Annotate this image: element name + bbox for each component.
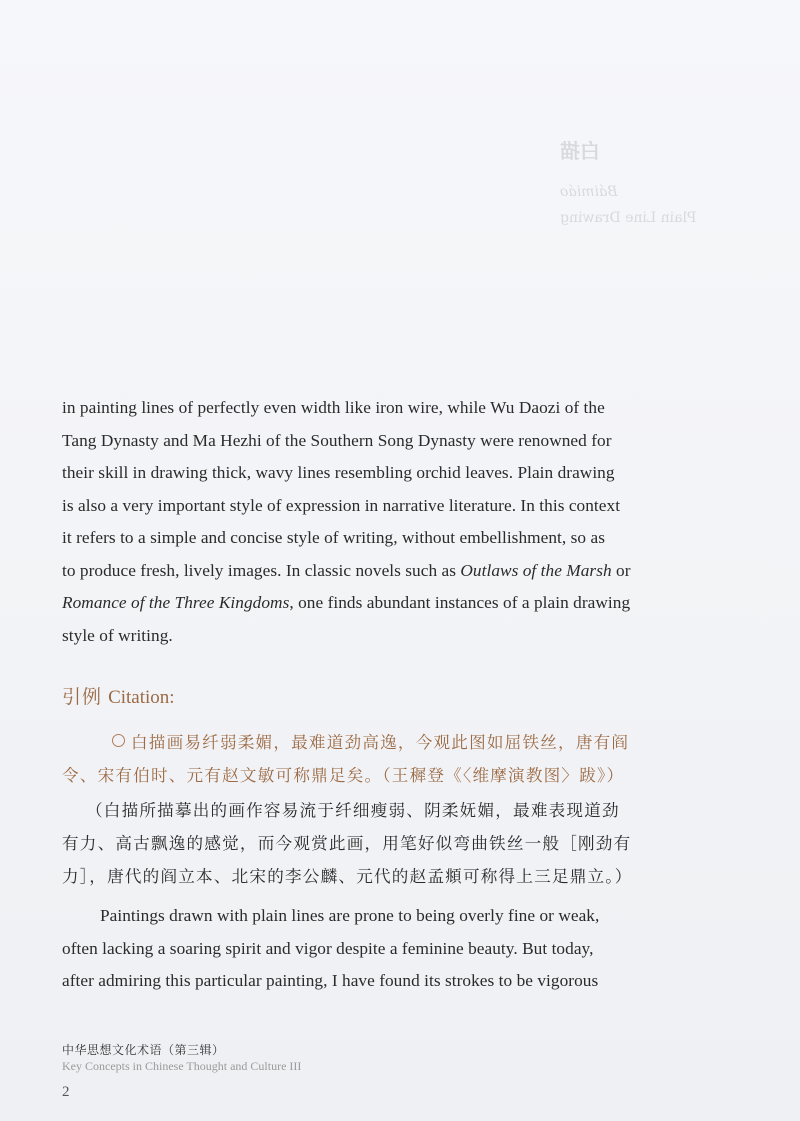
bleed-english: Plain Line Drawing [560,210,697,226]
citation-heading [62,682,175,709]
book-title: Romance of the Three Kingdoms [62,593,290,612]
translation-line: （白描所描摹出的画作容易流于纤细瘦弱、阴柔妩媚，最难表现道劲 [86,801,620,820]
translation-line: 有力、高古飘逸的感觉，而今观赏此画，用笔好似弯曲铁丝一般［刚劲有 [62,834,632,853]
text-line: it refers to a simple and concise style of writing, without embellishment, so as [62,528,605,547]
bleed-title: 白描 [560,139,600,163]
translation-line: 力］，唐代的阎立本、北宋的李公麟、元代的赵孟頫可称得上三足鼎立。） [62,867,633,886]
bleed-through-heading [560,135,720,226]
quote-line: 令、宋有伯时、元有赵文敏可称鼎足矣。（王穉登《〈维摩演教图〉跋》） [62,766,625,785]
text-line: often lacking a soaring spirit and vigor despite a feminine beauty. But today, [62,938,594,958]
text-line: in painting lines of perfectly even width like iron wire, while Wu Daozi of the [62,398,605,417]
text-line: to produce fresh, lively images. In classic novels such as Outlaws of the Marsh or [62,560,631,580]
series-title-zh: 中华思想文化术语（第三辑） [62,1043,225,1057]
text-line: style of writing. [62,625,173,645]
body-paragraph-1 [62,392,738,652]
modern-chinese-translation [62,794,738,893]
text-line: Tang Dynasty and Ma Hezhi of the Southern Song Dynasty were renowned for [62,430,612,450]
bleed-pinyin: Báimiáo [560,184,618,200]
text-line: their skill in drawing thick, wavy lines resembling orchid leaves. Plain drawing [62,463,615,482]
classical-quote [62,726,738,792]
citation-label-en: Citation: [108,687,175,708]
page-footer [62,1041,301,1101]
quote-line: 白描画易纤弱柔媚，最难道劲高逸，今观此图如屈铁丝，唐有阎 [62,726,738,759]
text-line: is also a very important style of expression in narrative literature. In this context [62,495,621,515]
citation-label-zh: 引例 [62,686,103,708]
body-paragraph-2 [62,900,738,998]
text-line: Romance of the Three Kingdoms, one finds abundant instances of a plain drawing [62,593,631,612]
circle-bullet-icon [112,734,125,747]
series-title-en: Key Concepts in Chinese Thought and Culture III [62,1059,302,1073]
text-line: after admiring this particular painting, I have found its strokes to be vigorous [62,971,599,990]
page-number: 2 [62,1084,70,1100]
book-title: Outlaws of the Marsh [460,560,612,580]
text-line: Paintings drawn with plain lines are prone to being overly fine or weak, [100,906,600,925]
